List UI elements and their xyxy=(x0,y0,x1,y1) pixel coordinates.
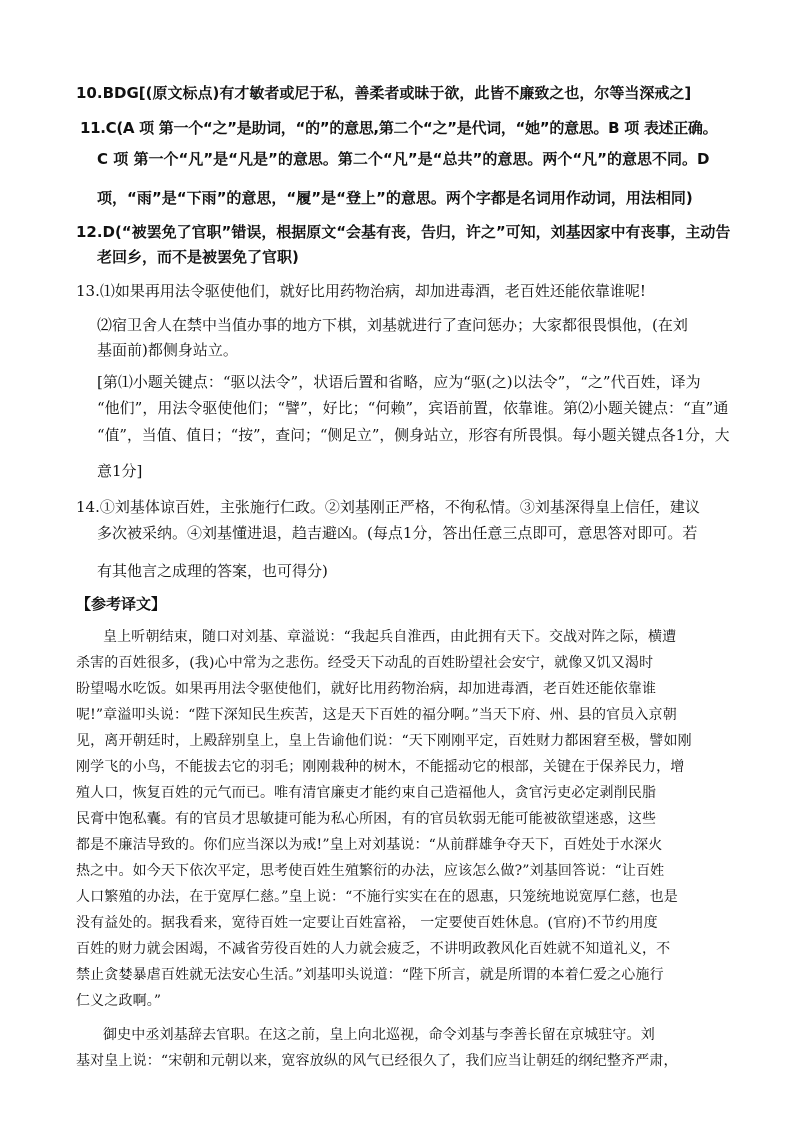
answer-11-line-2: C 项 第一个“凡”是“凡是”的意思。第二个“凡”是“总共”的意思。两个“凡”的意思不同。D xyxy=(97,150,710,168)
translation-p1-line: 人口繁殖的办法，在于宽厚仁慈。”皇上说：“不施行实实在在的恩惠，只笼统地说宽厚仁慈，也是 xyxy=(76,889,678,905)
translation-heading: 【参考译文】 xyxy=(76,595,167,613)
translation-p2-line: 御史中丞刘基辞去官职。在这之前，皇上向北巡视，命令刘基与李善长留在京城驻守。刘 xyxy=(103,1027,655,1043)
translation-p1-line: 禁止贪婪暴虐百姓就无法安心生活。”刘基叩头说道：“陛下所言，就是所谓的本着仁爱之心施行 xyxy=(76,967,664,983)
answer-13-note-line-4: 意1分] xyxy=(97,462,143,480)
answer-14-line-2: 多次被采纳。④刘基懂进退，趋吉避凶。(每点1分，答出任意三点即可，意思答对即可。若 xyxy=(97,524,698,542)
translation-p1-line: 殖人口，恢复百姓的元气而已。唯有清官廉吏才能约束自己造福他人，贪官污吏必定剥削民脂 xyxy=(76,785,657,801)
translation-p1-line: 都是不廉洁导致的。你们应当深以为戒!”皇上对刘基说：“从前群雄争夺天下，百姓处于水深火 xyxy=(76,837,663,853)
translation-p1-line: 刚学飞的小鸟，不能拔去它的羽毛；刚刚栽种的树木，不能摇动它的根部，关键在于保养民力，增 xyxy=(76,759,685,775)
translation-p1-line: 百姓的财力就会困竭，不减省劳役百姓的人力就会疲乏，不讲明政教风化百姓就不知道礼义，不 xyxy=(76,941,671,957)
answer-10: 10.BDG[(原文标点)有才敏者或尼于私，善柔者或昧于欲，此皆不廉致之也，尔等当深戒之] xyxy=(76,84,692,102)
translation-p1-line: 仁义之政啊。” xyxy=(76,993,162,1009)
answer-13-note-line-1: [第⑴小题关键点：“驱以法令”，状语后置和省略，应为“驱(之)以法令”，“之”代百姓，译为 xyxy=(97,373,701,391)
translation-p1-line: 见，离开朝廷时，上殿辞别皇上，皇上告谕他们说：“天下刚刚平定，百姓财力都困窘至极，譬如刚 xyxy=(76,733,692,749)
answer-13-line-1: 13.⑴如果再用法令驱使他们，就好比用药物治病，却加进毒酒，老百姓还能依靠谁呢! xyxy=(76,282,646,300)
translation-p1-line: 盼望喝水吃饭。如果再用法令驱使他们，就好比用药物治病，却加进毒酒，老百姓还能依靠谁 xyxy=(76,681,657,697)
answer-13-line-2: ⑵宿卫舍人在禁中当值办事的地方下棋，刘基就进行了查问惩办；大家都很畏惧他，(在刘 xyxy=(97,316,688,334)
answer-13-line-3: 基面前)都侧身站立。 xyxy=(97,341,238,359)
translation-p1-line: 热之中。如今天下依次平定，思考使百姓生殖繁衍的办法，应该怎么做?”刘基回答说：“让百姓 xyxy=(76,863,665,879)
translation-p2-line: 基对皇上说：“宋朝和元朝以来，宽容放纵的风气已经很久了，我们应当让朝廷的纲纪整齐严肃， xyxy=(76,1053,678,1069)
answer-14-line-3: 有其他言之成理的答案，也可得分) xyxy=(97,562,328,580)
answer-14-line-1: 14.①刘基体谅百姓，主张施行仁政。②刘基刚正严格，不徇私情。③刘基深得皇上信任，建议 xyxy=(76,498,700,516)
translation-p1-line: 民膏中饱私囊。有的官员才思敏捷可能为私心所困，有的官员软弱无能可能被欲望迷惑，这些 xyxy=(76,811,657,827)
answer-11-line-1: 11.C(A 项 第一个“之”是助词，“的”的意思,第二个“之”是代词，“她”的意思。B 项 表述正确。 xyxy=(80,119,718,137)
translation-p1-line: 没有益处的。据我看来，宽待百姓一定要让百姓富裕， 一定要使百姓休息。(官府)不节约用度 xyxy=(76,915,658,931)
translation-p1-line: 呢!”章溢叩头说：“陛下深知民生疾苦，这是天下百姓的福分啊。”当天下府、州、县的官员入京朝 xyxy=(76,707,677,723)
answer-11-line-3: 项，“雨”是“下雨”的意思，“履”是“登上”的意思。两个字都是名词用作动词，用法相同) xyxy=(97,189,693,207)
answer-12-line-1: 12.D(“被罢免了官职”错误，根据原文“会基有丧，告归，许之”可知，刘基因家中有丧事，主动告 xyxy=(76,223,731,241)
answer-13-note-line-3: “值”，当值、值日；“按”，查问；“侧足立”，侧身站立，形容有所畏惧。每小题关键点各1分，大 xyxy=(97,426,730,444)
translation-p1-line: 皇上听朝结束，随口对刘基、章溢说：“我起兵自淮西，由此拥有天下。交战对阵之际，横遭 xyxy=(103,629,677,645)
answer-13-note-line-2: “他们”，用法令驱使他们；“譬”，好比；“何赖”，宾语前置，依靠谁。第⑵小题关键点：“直”通 xyxy=(97,399,729,417)
answer-12-line-2: 老回乡，而不是被罢免了官职) xyxy=(97,248,299,266)
translation-p1-line: 杀害的百姓很多，(我)心中常为之悲伤。经受天下动乱的百姓盼望社会安宁，就像又饥又渴时 xyxy=(76,655,654,671)
